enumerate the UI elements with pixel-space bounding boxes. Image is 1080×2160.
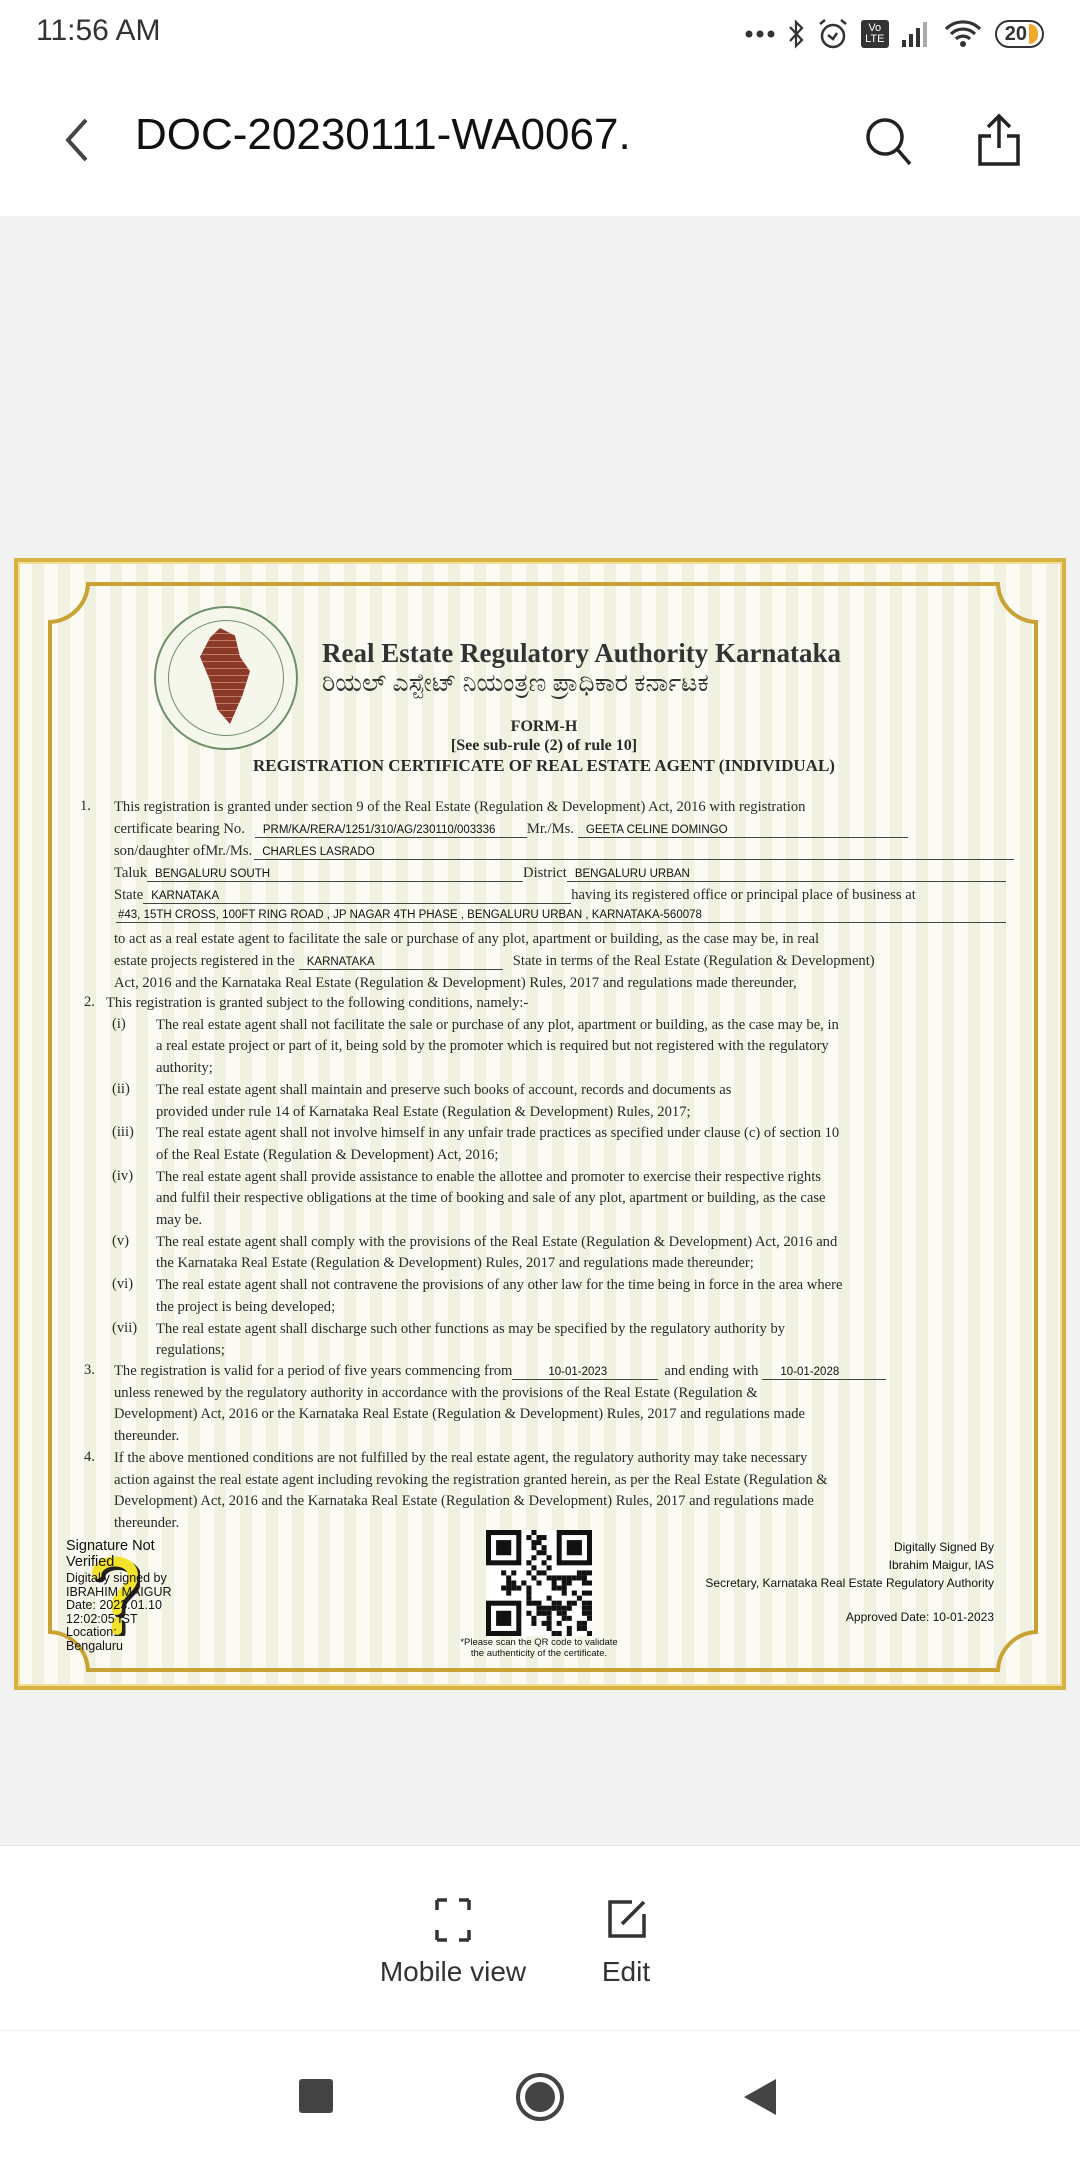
signal-icon xyxy=(901,20,931,48)
signature-detail: Digitally signed by xyxy=(66,1571,167,1585)
volte-icon: Vo LTE xyxy=(861,20,889,48)
signature-status xyxy=(66,1538,155,1570)
document-title: DOC-20230111-WA0067. xyxy=(135,110,631,159)
district-field: BENGALURU URBAN xyxy=(567,867,1006,882)
item1-address-line xyxy=(116,908,1006,923)
label: certificate bearing No. xyxy=(114,821,245,837)
condition-line: The real estate agent shall discharge such other functions as may be specified by the regulatory authority by xyxy=(156,1320,786,1337)
label: Mr./Ms. xyxy=(526,821,574,837)
label: District xyxy=(523,865,567,881)
condition-line: The real estate agent shall not involve himself in any unfair trade practices as specified under clause (c) of section 10 xyxy=(156,1125,840,1142)
signature-detail: 12:02:05 IST xyxy=(66,1611,138,1626)
battery-icon xyxy=(995,20,1044,48)
battery-level: 20 xyxy=(1004,22,1027,45)
condition-marker: (i) xyxy=(112,1015,126,1032)
signature-status-line: Signature Not xyxy=(66,1538,155,1554)
form-number: FORM-H xyxy=(510,718,578,735)
taluk-field: BENGALURU SOUTH xyxy=(147,867,523,882)
condition-line: The real estate agent shall not facilitate the sale or purchase of any plot, apartment or building, as the case may be, in xyxy=(156,1016,839,1033)
item1-cert-line xyxy=(114,820,908,838)
address-field: #43, 15TH CROSS, 100FT RING ROAD , JP NAGAR 4TH PHASE , BENGALURU URBAN , KARNATAKA-560078 xyxy=(116,908,1006,923)
item1-line: This registration is granted under section 9 of the Real Estate (Regulation & Development) Act, 2016 with registration xyxy=(114,799,806,815)
status-icons xyxy=(745,14,1044,54)
condition-line: The real estate agent shall not contravene the provisions of any other law for the time being in force in the area where xyxy=(156,1277,843,1294)
org-name-kannada: ರಿಯಲ್ ಎಸ್ಟೇಟ್ ನಿಯಂತ್ರಣ ಪ್ರಾಧಿಕಾರ ಕರ್ನಾಟಕ xyxy=(322,670,709,697)
valid-from-field: 10-01-2023 xyxy=(512,1365,658,1380)
label: having its registered office or principal place of business at xyxy=(571,887,916,903)
item3-line: unless renewed by the regulatory authority in accordance with the provisions of the Real Estate (Regulation & xyxy=(114,1384,758,1401)
app-bar xyxy=(0,70,1080,216)
alarm-icon xyxy=(817,17,849,51)
signed-by-line: Ibrahim Maigur, IAS xyxy=(888,1558,994,1572)
condition-marker: (vii) xyxy=(112,1319,138,1336)
condition-marker: (ii) xyxy=(112,1080,130,1097)
item1-parent-line xyxy=(114,842,1014,860)
condition-line: The real estate agent shall comply with the provisions of the Real Estate (Regulation & Development) Act, 2016 and xyxy=(156,1233,838,1250)
condition-line: authority; xyxy=(156,1060,213,1077)
mobile-view-button[interactable] xyxy=(363,1846,543,2031)
condition-line: may be. xyxy=(156,1212,203,1228)
signature-detail: Date: 2023.01.10 xyxy=(66,1598,162,1612)
mobile-view-label: Mobile view xyxy=(379,1956,527,1987)
parent-name-field: CHARLES LASRADO xyxy=(254,845,1014,860)
clock: 11:56 AM xyxy=(36,14,161,47)
wifi-icon xyxy=(943,18,983,50)
item4-line: thereunder. xyxy=(114,1515,180,1532)
edit-label: Edit xyxy=(601,1956,651,1987)
recents-button[interactable] xyxy=(299,2079,333,2113)
edit-button[interactable] xyxy=(536,1846,716,2031)
item2-intro: This registration is granted subject to the following conditions, namely:- xyxy=(106,995,529,1011)
share-icon[interactable] xyxy=(976,112,1022,168)
item1-state-line xyxy=(114,886,916,904)
project-state-field: KARNATAKA xyxy=(299,955,503,970)
search-icon[interactable] xyxy=(864,116,914,168)
signed-by-line: Secretary, Karnataka Real Estate Regulatory Authority xyxy=(705,1576,994,1590)
signature-details[interactable] xyxy=(66,1572,172,1653)
signature-detail: Bengaluru xyxy=(66,1638,123,1653)
condition-marker: (v) xyxy=(112,1232,130,1249)
org-name-english: Real Estate Regulatory Authority Karnataka xyxy=(322,638,841,668)
bottom-action-bar xyxy=(0,1845,1080,2030)
condition-marker: (iv) xyxy=(112,1167,134,1184)
label: and ending with xyxy=(664,1363,759,1379)
valid-to-field: 10-01-2028 xyxy=(762,1365,886,1380)
dots-icon xyxy=(745,29,775,39)
item3-validity-line xyxy=(114,1362,886,1380)
qr-caption-line: *Please scan the QR code to validate xyxy=(460,1637,618,1648)
item4-line: If the above mentioned conditions are not fulfilled by the real estate agent, the regulatory authority may take necessary xyxy=(114,1450,808,1466)
state-field: KARNATAKA xyxy=(143,889,571,904)
condition-line: a real estate project or part of it, being sold by the promoter which is required but not registered with the regulatory xyxy=(156,1038,829,1055)
form-subrule: [See sub-rule (2) of rule 10] xyxy=(450,737,638,754)
item3-line: thereunder. xyxy=(114,1428,180,1445)
agent-name-field: GEETA CELINE DOMINGO xyxy=(578,823,908,838)
condition-line: provided under rule 14 of Karnataka Real Estate (Regulation & Development) Rules, 2017; xyxy=(156,1103,691,1120)
item-number: 2. xyxy=(84,994,95,1010)
cert-number-field: PRM/KA/RERA/1251/310/AG/230110/003336 xyxy=(255,823,527,838)
signature-detail: Location: xyxy=(66,1625,117,1639)
signed-by-block xyxy=(705,1538,994,1626)
condition-marker: (iii) xyxy=(112,1124,134,1141)
condition-line: regulations; xyxy=(156,1342,225,1359)
signature-detail: IBRAHIM MAIGUR xyxy=(66,1584,172,1599)
item4-line: Development) Act, 2016 and the Karnataka Real Estate (Regulation & Development) Rules, 2017 and regulations made xyxy=(114,1493,814,1510)
condition-line: the project is being developed; xyxy=(156,1298,336,1315)
system-nav-bar xyxy=(0,2030,1080,2160)
label: State xyxy=(114,887,144,903)
item3-line: Development) Act, 2016 or the Karnataka Real Estate (Regulation & Development) Rules, 2017 and regulations made xyxy=(114,1406,805,1423)
item1-project-line xyxy=(114,952,875,970)
signed-by-line: Digitally Signed By xyxy=(893,1540,994,1554)
item1-taluk-line xyxy=(114,864,1006,882)
label: State in terms of the Real Estate (Regulation & Development) xyxy=(512,953,875,969)
item1-line: to act as a real estate agent to facilitate the sale or purchase of any plot, apartment or building, as the case may be, in real xyxy=(114,931,820,947)
condition-line: The real estate agent shall maintain and preserve such books of account, records and documents as xyxy=(156,1081,732,1098)
item-number: 4. xyxy=(84,1449,95,1465)
qr-code xyxy=(486,1530,592,1636)
condition-line: the Karnataka Real Estate (Regulation & Development) Rules, 2017 and regulations made thereunder; xyxy=(156,1255,754,1272)
mobile-view-icon xyxy=(435,1898,471,1942)
item1-line: Act, 2016 and the Karnataka Real Estate (Regulation & Development) Rules, 2017 and regulations made thereunder, xyxy=(114,975,797,991)
signature-status-line: Verified xyxy=(66,1554,115,1570)
status-bar xyxy=(0,0,1080,70)
back-icon[interactable] xyxy=(62,116,92,164)
home-button[interactable] xyxy=(514,2071,566,2123)
condition-line: and fulfil their respective obligations at the time of booking and sale of any plot, apartment or building, as the case xyxy=(156,1190,826,1207)
condition-line: The real estate agent shall provide assistance to enable the allottee and promoter to exercise their respective rights xyxy=(156,1168,821,1185)
back-nav-button[interactable] xyxy=(742,2077,778,2117)
item-number: 1. xyxy=(80,798,91,814)
qr-caption-line: the authenticity of the certificate. xyxy=(470,1647,608,1659)
bluetooth-icon xyxy=(787,18,805,50)
label: son/daughter ofMr./Ms. xyxy=(114,843,253,859)
certificate-page xyxy=(14,558,1066,1690)
condition-marker: (vi) xyxy=(112,1276,134,1293)
item-number: 3. xyxy=(84,1362,95,1378)
qr-caption xyxy=(439,1638,639,1659)
certificate-heading: REGISTRATION CERTIFICATE OF REAL ESTATE AGENT (INDIVIDUAL) xyxy=(253,756,835,775)
edit-icon xyxy=(606,1898,648,1940)
label: Taluk xyxy=(114,865,148,881)
condition-line: of the Real Estate (Regulation & Development) Act, 2016; xyxy=(156,1146,499,1163)
label: estate projects registered in the xyxy=(114,953,295,969)
approved-date: Approved Date: 10-01-2023 xyxy=(845,1610,994,1624)
item4-line: action against the real estate agent including revoking the registration granted herein, as per the Real Estate (Regulation & xyxy=(114,1471,828,1488)
label: The registration is valid for a period of five years commencing from xyxy=(114,1363,513,1379)
